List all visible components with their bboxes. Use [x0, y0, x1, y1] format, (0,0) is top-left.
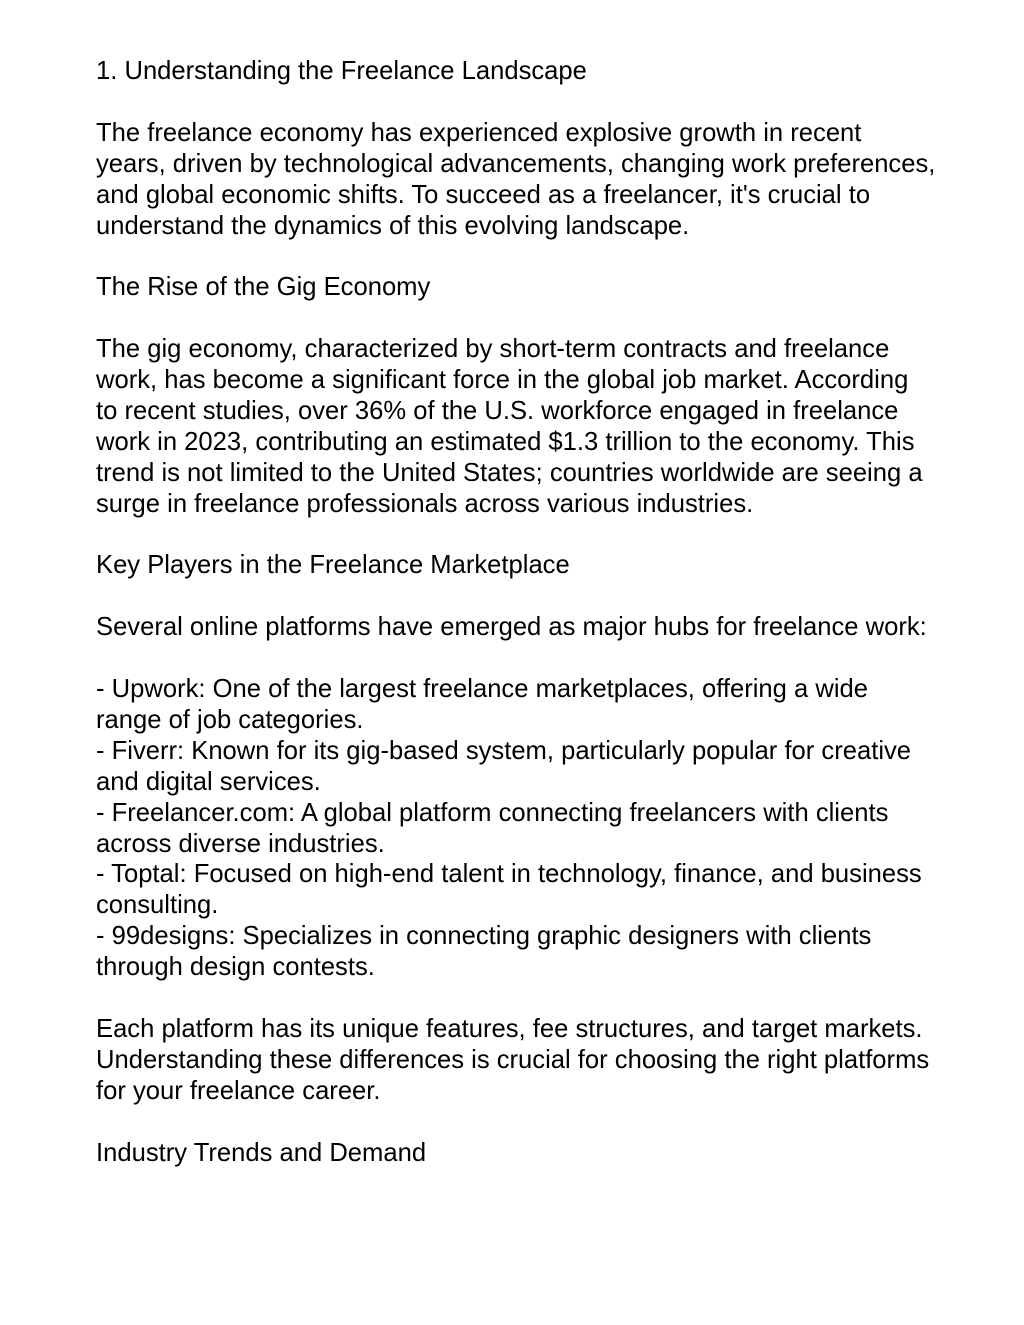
spacer	[96, 1107, 936, 1138]
list-item: - Fiverr: Known for its gig-based system, particularly popular for creative and digital services.	[96, 736, 912, 796]
spacer	[96, 520, 936, 551]
list-item: - Upwork: One of the largest freelance marketplaces, offering a wide range of job categories.	[96, 675, 868, 734]
key-players-heading: Key Players in the Freelance Marketplace	[96, 551, 570, 580]
spacer	[96, 303, 936, 334]
key-players-intro: Several online platforms have emerged as major hubs for freelance work:	[96, 613, 927, 642]
list-item: - Freelancer.com: A global platform connecting freelancers with clients across diverse industries.	[96, 798, 889, 858]
document-page	[96, 56, 936, 1169]
spacer	[96, 241, 936, 272]
gig-economy-paragraph: The gig economy, characterized by short-term contracts and freelance work, has become a significant force in the global job market. According to recent studies, over 36% of the U.S. workforce engaged in freelance work in 2023, contributing an estimated $1.3 trillion to the economy. This trend is not limited to the United States; countries worldwide are seeing a surge in freelance professionals across various industries.	[96, 335, 923, 518]
platform-list	[96, 674, 936, 983]
spacer	[96, 581, 936, 612]
industry-trends-heading: Industry Trends and Demand	[96, 1138, 427, 1167]
spacer	[96, 643, 936, 674]
list-item: - 99designs: Specializes in connecting graphic designers with clients through design contests.	[96, 922, 872, 982]
key-players-closing: Each platform has its unique features, fee structures, and target markets. Understanding these differences is crucial for choosing the right platforms for your freelance career.	[96, 1014, 930, 1105]
spacer	[96, 983, 936, 1014]
spacer	[96, 87, 936, 118]
intro-paragraph: The freelance economy has experienced explosive growth in recent years, driven by technological advancements, changing work preferences, and global economic shifts. To succeed as a freelancer, it's crucial to understand the dynamics of this evolving landscape.	[96, 118, 936, 240]
section-heading: 1. Understanding the Freelance Landscape	[96, 57, 587, 85]
list-item: - Toptal: Focused on high-end talent in technology, finance, and business consulting.	[96, 860, 922, 920]
gig-economy-heading: The Rise of the Gig Economy	[96, 273, 431, 302]
